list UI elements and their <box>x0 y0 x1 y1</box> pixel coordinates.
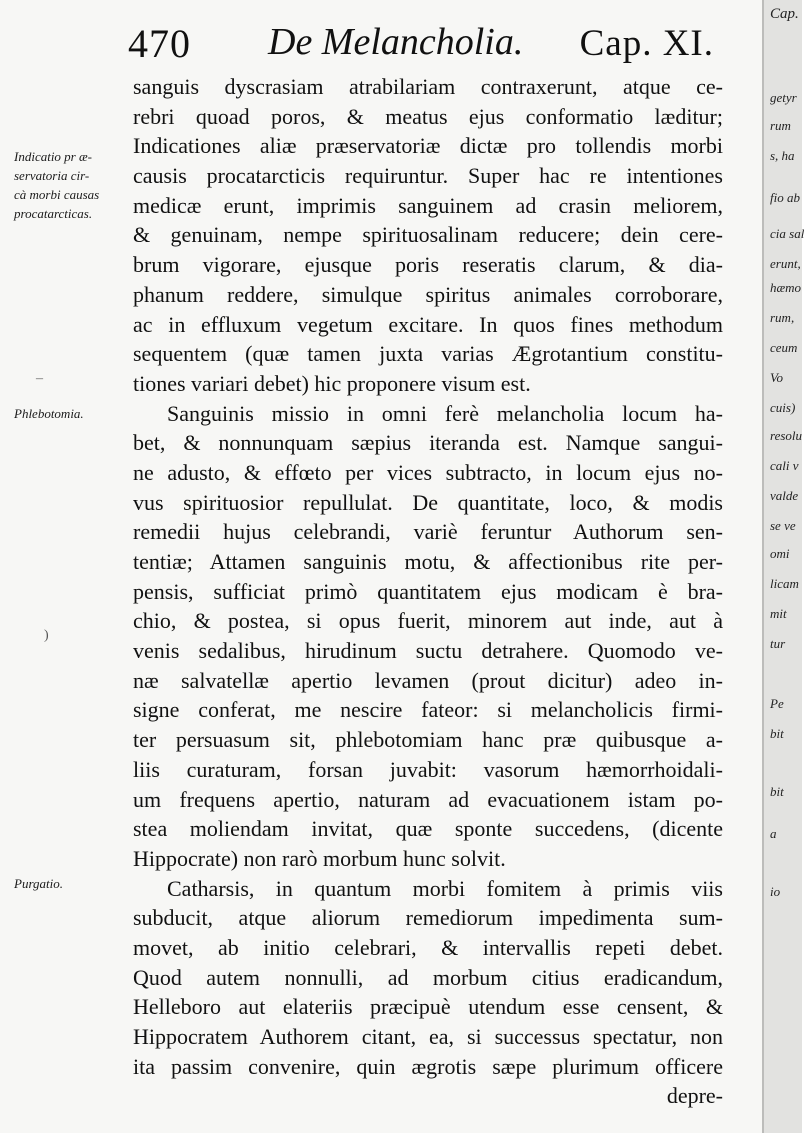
margin-stray-mark: ¯ <box>36 378 43 393</box>
body-line: vus spirituosior repullulat. De quantitate, loco, & modis <box>133 489 723 515</box>
body-line: Hippocratem Authorem citant, ea, si successus spectatur, non <box>133 1024 723 1049</box>
body-line: chio, & postea, si opus fuerit, minorem aut inde, aut à <box>133 608 723 634</box>
body-line: liis curaturam, forsan juvabit: vasorum hæmorrhoidali- <box>133 756 723 782</box>
body-line: sanguis dyscrasiam atrabilariam contraxerunt, atque ce- <box>133 74 723 99</box>
body-line: ter persuasum sit, phlebotomiam hanc præ quibusque a- <box>133 727 723 753</box>
margin-note-indicatio <box>14 147 130 223</box>
adjacent-page-fragment: se ve <box>770 518 796 533</box>
body-line: Helleboro aut elateriis præcipuè utendum esse censent, & <box>133 994 723 1020</box>
margin-note-line: Phlebotomia. <box>14 406 84 421</box>
body-line: ita passim convenire, quin ægrotis sæpe plurimum officere <box>133 1053 723 1079</box>
chapter-label: Cap. XI. <box>579 23 714 64</box>
adjacent-page-fragment: bit <box>770 784 784 799</box>
body-line: phanum reddere, simulque spiritus animales corroborare, <box>133 281 723 307</box>
adjacent-page-fragment: ceum <box>770 340 798 355</box>
body-line: Catharsis, in quantum morbi fomitem à primis viis <box>167 875 723 901</box>
adjacent-page-fragment: fio ab <box>770 190 800 205</box>
adjacent-page-fragment: licam <box>770 576 799 591</box>
adjacent-page-fragment: Pe <box>770 696 784 711</box>
adjacent-page-fragment: a <box>770 826 777 841</box>
adjacent-page-fragment: bit <box>770 726 784 741</box>
margin-note-line: procatarcticas. <box>14 206 93 221</box>
margin-note-purgatio <box>14 874 130 893</box>
margin-stray-mark: ) <box>44 628 49 643</box>
body-line: causis procatarcticis requiruntur. Super hac re intentiones <box>133 163 723 189</box>
body-line: & genuinam, nempe spirituosalinam reducere; dein cere- <box>133 222 723 248</box>
adjacent-page-fragment: tur <box>770 636 786 651</box>
body-line: movet, ab initio celebrari, & intervallis repeti debet. <box>133 934 723 960</box>
body-text <box>133 72 723 1111</box>
body-line: signe conferat, me nescire fateor: si melancholicis firmi- <box>133 697 723 723</box>
body-line: subducit, atque aliorum remediorum impedimenta sum- <box>133 905 723 931</box>
catchword: depre- <box>666 1083 723 1109</box>
margin-note-line: Purgatio. <box>14 876 63 891</box>
body-line: rebri quoad poros, & meatus ejus conformatio læditur; <box>133 103 723 129</box>
adjacent-page-fragment: Cap. <box>770 6 799 22</box>
adjacent-page-fragment: rum <box>770 118 791 133</box>
page-number: 470 <box>128 21 191 66</box>
body-line: ne adusto, & effœto per vices subtracto, in locum ejus no- <box>133 459 723 485</box>
body-line: brum vigorare, ejusque poris reseratis clarum, & dia- <box>133 252 723 278</box>
adjacent-page-fragment: s, ha <box>770 148 795 163</box>
adjacent-page-fragment: cali v <box>770 458 799 473</box>
page-header <box>128 14 718 70</box>
body-line: Hippocrate) non rarò morbum hunc solvit. <box>133 845 506 871</box>
adjacent-page-edge <box>762 0 802 1133</box>
body-line: pensis, sufficiat primò quantitatem ejus modicam è bra- <box>133 578 723 604</box>
body-line: Quod autem nonnulli, ad morbum citius eradicandum, <box>133 964 723 990</box>
adjacent-page-fragment: mit <box>770 606 787 621</box>
adjacent-page-fragment: rum, <box>770 310 795 325</box>
body-line: stea moliendam invitat, quæ sponte succedens, (dicente <box>133 816 723 842</box>
body-line: næ salvatellæ apertio levamen (prout dicitur) adeo in- <box>133 667 723 693</box>
margin-note-line: cà morbi causas <box>14 187 100 202</box>
adjacent-page-fragment: cuis) <box>770 400 796 415</box>
body-line: tiones variari debet) hic proponere visum est. <box>133 370 531 396</box>
margin-note-line: Indicatio pr æ- <box>14 149 92 164</box>
adjacent-page-fragment: valde <box>770 488 799 503</box>
body-line: tentiæ; Attamen sanguinis motu, & affectionibus rite per- <box>133 549 723 574</box>
adjacent-page-fragment: hæmo <box>770 280 802 295</box>
adjacent-page-fragment: omi <box>770 546 790 561</box>
body-line: bet, & nonnunquam sæpius iteranda est. Namque sangui- <box>133 430 723 456</box>
adjacent-page-fragment: getyr <box>770 90 797 105</box>
body-line: venis sedalibus, hirudinum suctu detrahere. Quomodo ve- <box>133 638 723 664</box>
body-line: Sanguinis missio in omni ferè melancholia locum ha- <box>167 400 723 426</box>
body-line: um frequens apertio, naturam ad evacuationem istam po- <box>133 786 723 812</box>
adjacent-page-fragment: Vo <box>770 370 783 385</box>
body-line: ac in effluxum vegetum excitare. In quos fines methodum <box>133 311 723 337</box>
adjacent-page-fragment: erunt, <box>770 256 801 271</box>
adjacent-page-fragment: cia sal <box>770 226 804 241</box>
body-line: sequentem (quæ tamen juxta varias Ægrotantium constitu- <box>133 341 723 367</box>
margin-note-line: servatoria cir- <box>14 168 90 183</box>
body-line: remedii hujus celebrandi, variè feruntur Authorum sen- <box>133 519 723 545</box>
body-line: medicæ erunt, imprimis sanguinem ad crasin meliorem, <box>133 192 723 218</box>
adjacent-page-fragment: resolu <box>770 428 803 443</box>
adjacent-page-fragment: io <box>770 884 781 899</box>
running-title: De Melancholia. <box>268 21 524 63</box>
margin-note-phlebotomia <box>14 404 130 423</box>
body-line: Indicationes aliæ præservatoriæ dictæ pro tollendis morbi <box>133 133 723 159</box>
